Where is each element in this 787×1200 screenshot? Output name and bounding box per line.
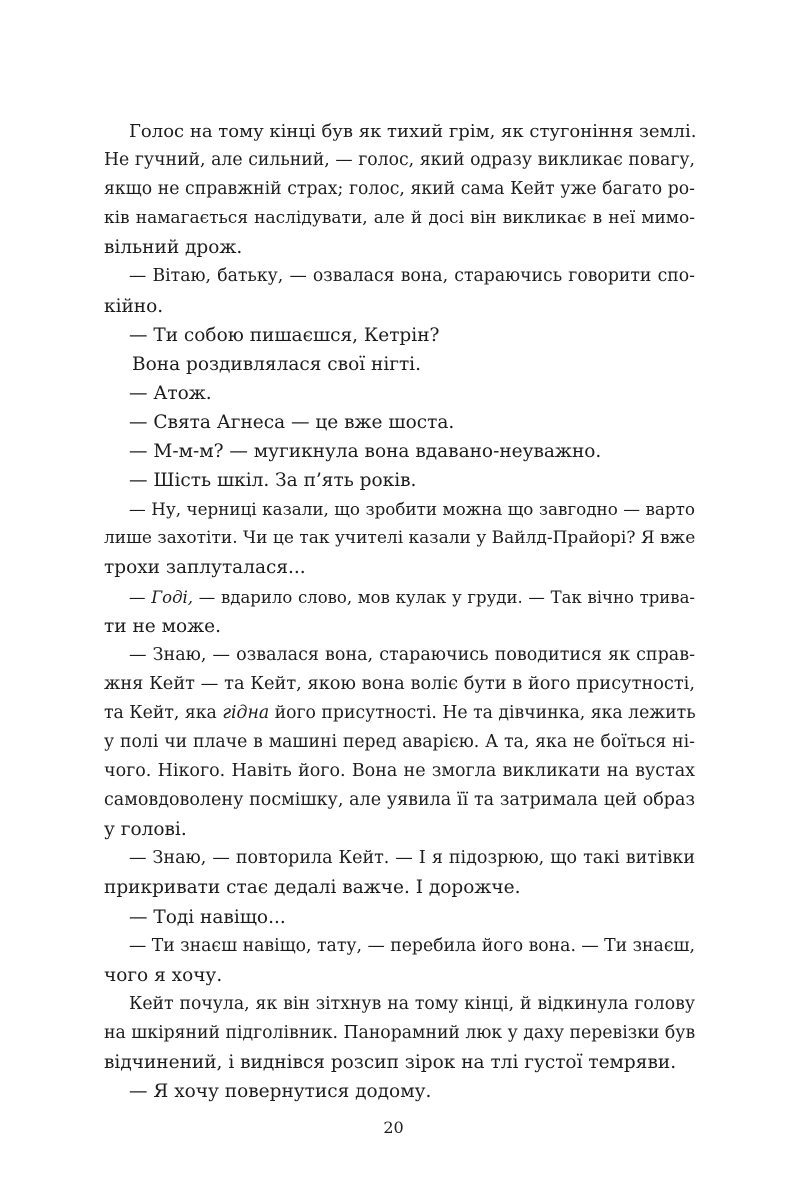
- text-line: — Тоді навіщо...: [129, 906, 286, 928]
- text-line: — Ти собою пишаєшся, Кетрін?: [129, 324, 440, 346]
- text-line: — Ти знаєш навіщо, тату, — перебила його вона. — Ти знаєш,: [129, 935, 695, 956]
- italic-word: Годі,: [151, 587, 194, 607]
- text-line: — Атож.: [129, 382, 212, 404]
- text-line: самовдоволену посмішку, але уявила її та затримала цей образ: [104, 790, 695, 811]
- text-line: чого. Нікого. Навіть його. Вона не змогла викликати на вустах: [104, 761, 695, 782]
- text-line: Вона роздивлялася свої нігті.: [132, 353, 421, 375]
- page-number: 20: [383, 1118, 404, 1137]
- line-prefix: та Кейт, яка: [104, 702, 223, 723]
- text-line: — Ну, черниці казали, що зробити можна що завгодно — варто: [129, 499, 695, 520]
- text-line: [104, 699, 695, 728]
- line-suffix: — вдарило слово, мов кулак у груди. — Так вічно трива-: [193, 587, 695, 607]
- text-line: жня Кейт — та Кейт, якою вона воліє бути в його присутності,: [104, 673, 695, 694]
- text-line: вільний дрож.: [104, 237, 243, 259]
- text-line: ків намагається наслідувати, але й досі він викликає в неї мимо-: [104, 208, 695, 229]
- text-line: — Шість шкіл. За п’ять років.: [129, 470, 417, 492]
- text-line: — Знаю, — озвалася вона, стараючись поводитися як справ-: [129, 644, 695, 665]
- text-line: у полі чи плаче в машині перед аварією. А та, яка не боїться ні-: [104, 731, 695, 752]
- text-line: — Знаю, — повторила Кейт. — І я підозрюю, що такі витівки: [129, 848, 695, 869]
- text-line: кійно.: [104, 295, 164, 317]
- text-line: — М-м-м? — мугикнула вона вдавано-неуважно.: [129, 441, 602, 463]
- line-prefix: —: [129, 587, 152, 607]
- text-line: Не гучний, але сильний, — голос, який одразу викликає повагу,: [104, 150, 695, 171]
- page-body: [104, 117, 695, 1106]
- text-line: лише захотіти. Чи це так учителі казали у Вайлд-Прайорі? Я вже: [104, 528, 696, 549]
- text-line: у голові.: [104, 819, 187, 841]
- text-line: прикривати стає дедалі важче. І дорожче.: [104, 877, 521, 899]
- text-line: Голос на тому кінці був як тихий грім, як стугоніння землі.: [129, 121, 697, 142]
- text-line: [104, 583, 695, 612]
- text-line: — Я хочу повернутися додому.: [129, 1081, 432, 1103]
- italic-word: гідна: [222, 702, 270, 723]
- text-line: — Свята Агнеса — це вже шоста.: [129, 411, 455, 433]
- text-line: чого я хочу.: [104, 964, 223, 986]
- text-line: якщо не справжній страх; голос, який сама Кейт уже багато ро-: [104, 179, 695, 200]
- text-line: ти не може.: [104, 615, 221, 637]
- line-suffix: його присутності. Не та дівчинка, яка лежить: [269, 702, 696, 723]
- text-line: трохи заплуталася...: [104, 557, 306, 579]
- text-line: Кейт почула, як він зітхнув на тому кінці, й відкинула голову: [129, 993, 695, 1014]
- text-line: відчинений, і виднівся розсип зірок на тлі густої темряви.: [104, 1052, 677, 1073]
- text-line: — Вітаю, батьку, — озвалася вона, стараючись говорити спо-: [129, 266, 695, 287]
- text-line: на шкіряний підголівник. Панорамний люк у даху перевізки був: [104, 1022, 696, 1043]
